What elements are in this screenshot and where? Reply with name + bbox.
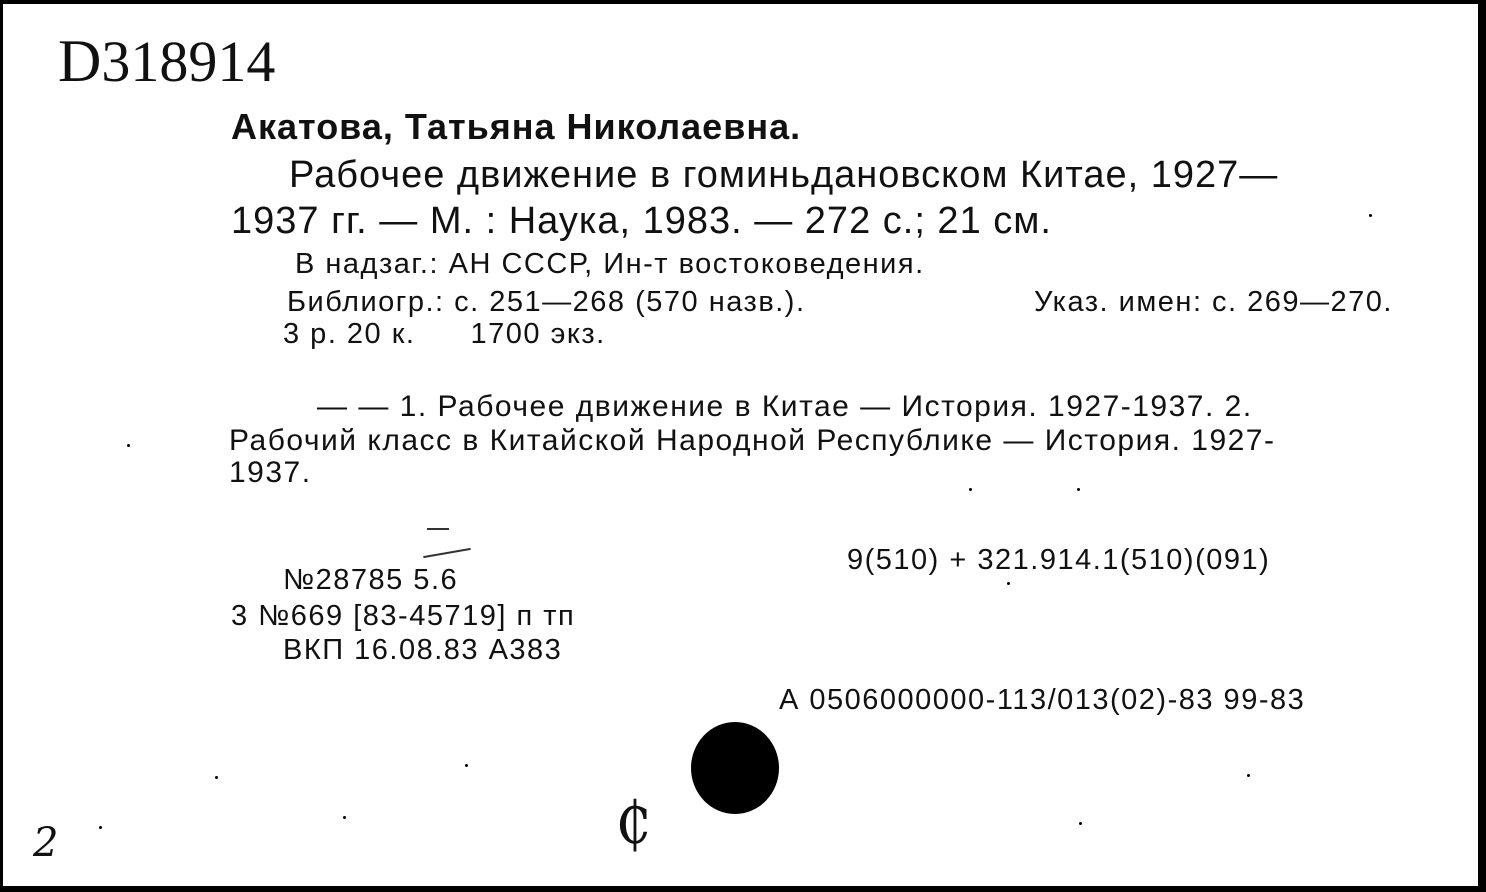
subject-line-1: — — 1. Рабочее движение в Китае — История. 1927-1937. 2. [317,390,1253,423]
punch-hole [691,722,779,814]
dust-speck [1007,582,1010,585]
handwritten-number: 2 [33,820,59,866]
subject-line-3: 1937. [229,456,312,489]
price-row [283,318,606,351]
dust-speck [215,776,218,779]
index-note: Указ. имен: с. 269—270. [1034,286,1393,318]
bibliography-row [287,286,1393,319]
udc-code: 9(510) + 321.914.1(510)(091) [847,544,1271,576]
note-head: В надзаг.: АН СССР, Ин-т востоковедения. [295,248,925,280]
dust-speck [465,764,468,767]
dust-speck [99,826,102,829]
isbn-line: А 0506000000-113/013(02)-83 99-83 [779,684,1306,716]
author-heading: Акатова, Татьяна Николаевна. [231,106,802,147]
title-line-1: Рабочее движение в гоминьдановском Китае, 1927— [289,154,1279,196]
dust-speck [127,444,130,447]
dust-speck [343,816,346,819]
shelfmark-prefix: D [58,28,102,94]
pencil-stroke [427,528,449,530]
dust-speck [1369,214,1372,217]
shelfmark [58,26,275,97]
handwritten-mark: ₵ [615,789,652,857]
number-line-2: 3 №669 [83-45719] п тп [231,600,576,632]
shelfmark-number: 318914 [101,29,276,94]
vkp-line: ВКП 16.08.83 А383 [283,634,563,666]
subject-line-2: Рабочий класс в Китайской Народной Республике — История. 1927- [229,424,1276,457]
title-line-2: 1937 гг. — М. : Наука, 1983. — 272 с.; 21 см. [231,200,1052,242]
dust-speck [1077,488,1080,491]
pencil-stroke [423,548,471,558]
dust-speck [1247,774,1250,777]
dust-speck [1079,822,1082,825]
copies: 1700 экз. [470,318,606,350]
price: 3 р. 20 к. [283,318,416,350]
number-line-1: №28785 5.6 [283,564,459,596]
dust-speck [969,488,972,491]
bibliography-note: Библиогр.: с. 251—268 (570 назв.). [287,286,806,318]
